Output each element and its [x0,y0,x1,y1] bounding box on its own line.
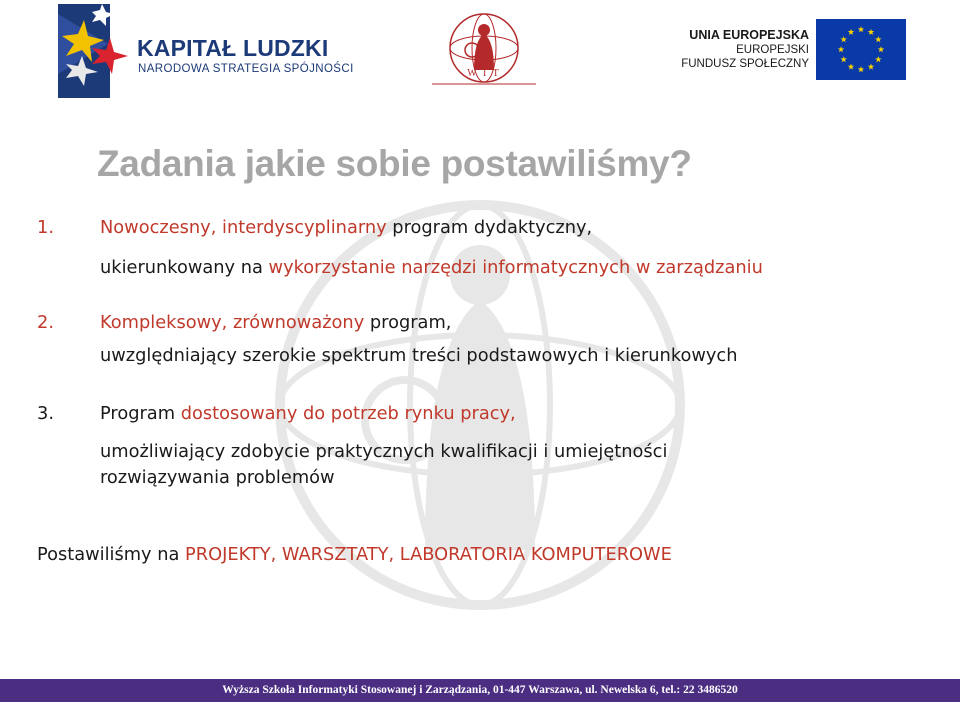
footer-text: Wyższa Szkoła Informatyki Stosowanej i Zarządzania, 01-447 Warszawa, ul. Newelska 6, tel.: 22 3486520 [222,684,738,696]
eu-label [672,28,809,72]
list-item-3-line-2: umożliwiający zdobycie praktycznych kwalifikacji i umiejętności [100,441,668,462]
list-item-1-line-2 [100,256,763,280]
item-3-text: Program [100,403,181,424]
wit-logo [424,10,544,94]
eu-line-2: EUROPEJSKI [736,43,809,56]
footer-bar [0,679,960,702]
item-1-highlight: Nowoczesny, interdyscyplinarny [100,217,387,238]
eu-line-3: FUNDUSZ SPOŁECZNY [681,58,809,71]
eu-line-1: UNIA EUROPEJSKA [689,28,809,42]
list-item-3-line-3: rozwiązywania problemów [100,467,335,488]
item-1-text: program dydaktyczny, [386,217,593,238]
item-2-highlight: Kompleksowy, zrównoważony [100,312,365,333]
item-2-text: program, [364,312,452,333]
kapital-ludzki-title: KAPITAŁ LUDZKI [137,35,329,61]
item-2-number: 2. [37,312,54,333]
page-title: Zadania jakie sobie postawiliśmy? [97,143,692,184]
eu-flag [816,19,906,80]
item-1-line2-highlight: wykorzystanie narzędzi informatycznych w zarządzaniu [268,257,763,278]
item-1-number: 1. [37,217,54,238]
wit-logo-text: W I T [467,68,501,79]
item-1-line2-text: ukierunkowany na [100,257,269,278]
conclusion-highlight: PROJEKTY, WARSZTATY, LABORATORIA KOMPUTEROWE [185,544,672,565]
item-3-number: 3. [37,403,54,424]
conclusion [37,543,672,567]
kapital-ludzki-subtitle: NARODOWA STRATEGIA SPÓJNOŚCI [138,63,354,75]
conclusion-text: Postawiliśmy na [37,544,186,565]
item-3-highlight: dostosowany do potrzeb rynku pracy, [180,403,516,424]
list-item-2-line-2: uwzględniający szerokie spektrum treści podstawowych i kierunkowych [100,345,738,366]
